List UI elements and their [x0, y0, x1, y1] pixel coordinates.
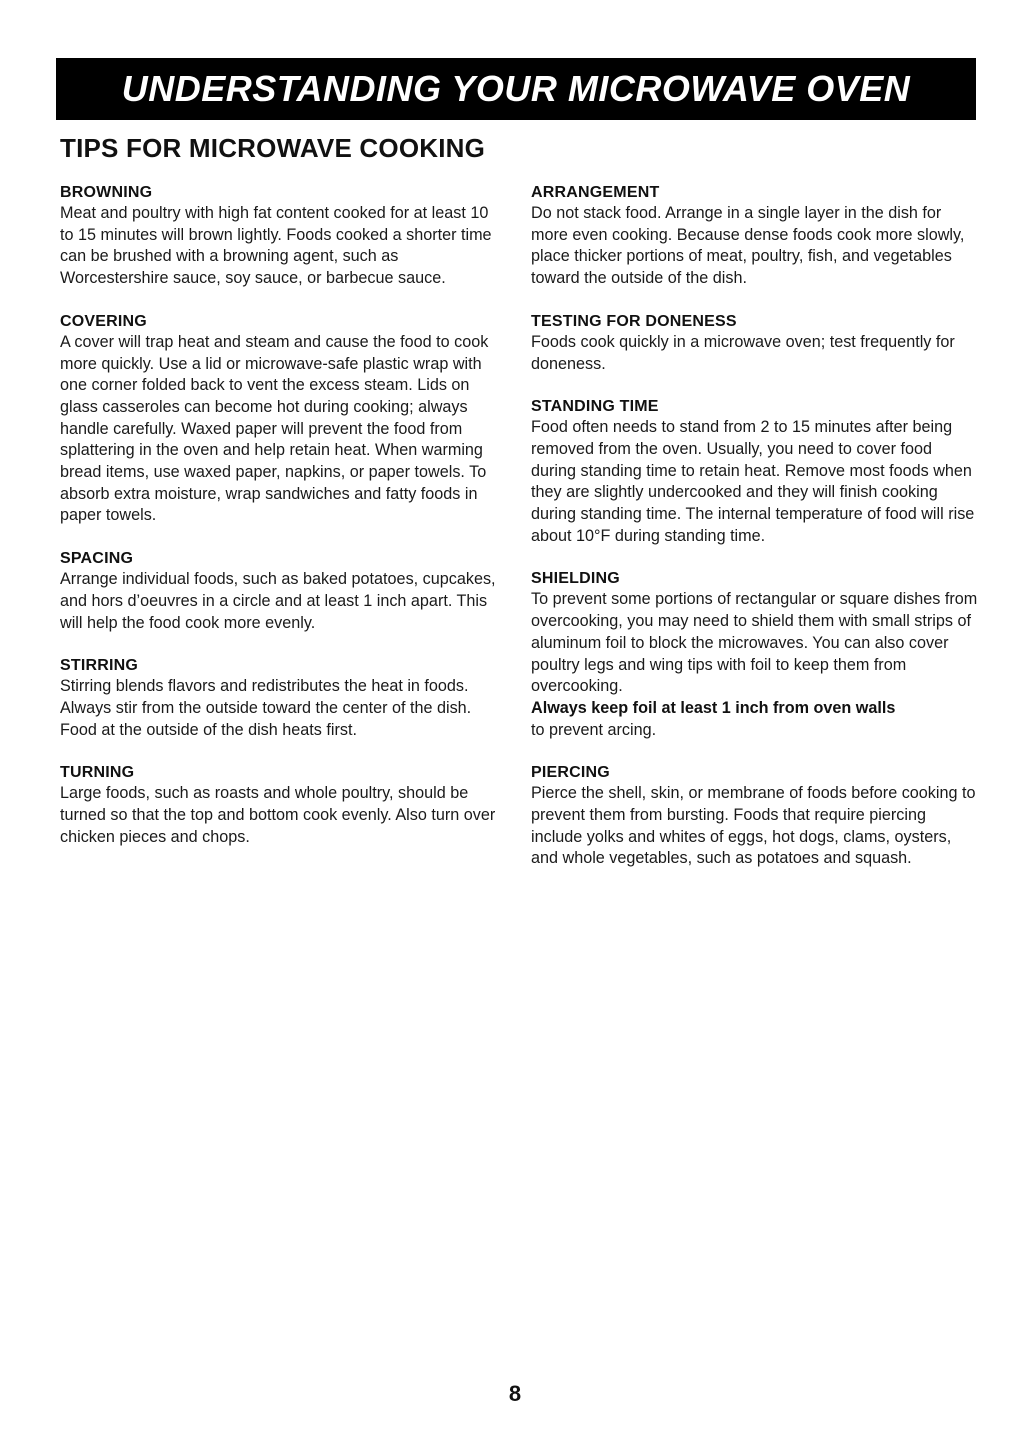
- tip-heading: BROWNING: [60, 184, 153, 201]
- tip-body-text: To prevent some portions of rectangular or square dishes from overcooking, you may need to shield them with small strips of aluminum foil to block the microwaves. You can also cover poultry legs and wing tips with foil to keep them from overcooking.: [531, 590, 978, 696]
- banner-title: UNDERSTANDING YOUR MICROWAVE OVEN: [121, 68, 911, 109]
- tip-body: Do not stack food. Arrange in a single layer in the dish for more even cooking. Because dense foods cook more slowly, place thicker portions of meat, poultry, fish, and vegetables toward the outside of the dish.: [531, 204, 965, 288]
- tip-shielding: [531, 569, 981, 741]
- tip-piercing: [531, 763, 981, 870]
- tip-heading: TURNING: [60, 764, 135, 782]
- tip-spacing: [60, 549, 505, 634]
- page-banner: [56, 58, 976, 120]
- tip-testing-for-doneness: [531, 312, 981, 375]
- tip-heading: TESTING FOR DONENESS: [531, 312, 737, 330]
- tip-body-text-after: to prevent arcing.: [531, 720, 657, 739]
- tip-heading: STANDING TIME: [531, 398, 659, 416]
- tip-heading: STIRRING: [60, 657, 139, 675]
- tip-heading: COVERING: [60, 312, 147, 330]
- tip-standing-time: [531, 397, 981, 547]
- tip-body: Large foods, such as roasts and whole poultry, should be turned so that the top and bottom cook evenly. Also turn over chicken pieces and chops.: [60, 784, 496, 846]
- tip-browning: [60, 183, 505, 290]
- tip-heading: ARRANGEMENT: [531, 184, 660, 201]
- tip-body: Pierce the shell, skin, or membrane of foods before cooking to prevent them from bursting. Foods that require piercing include yolks and whites of eggs, hot dogs, clams, oysters, and whole vegetables, such as potatoes and squash.: [531, 784, 976, 868]
- tip-body: Meat and poultry with high fat content cooked for at least 10 to 15 minutes will brown lightly. Foods cooked a shorter time can be brushed with a browning agent, such as Worcestershire sauce, soy sauce, or barbecue sauce.: [60, 204, 492, 288]
- tip-body: Foods cook quickly in a microwave oven; test frequently for doneness.: [531, 332, 955, 373]
- tip-body: [531, 589, 981, 741]
- tip-arrangement: [531, 183, 981, 290]
- tip-stirring: [60, 656, 505, 741]
- right-column: [531, 183, 981, 892]
- tip-body: Food often needs to stand from 2 to 15 minutes after being removed from the oven. Usually, you need to cover food during standing time to retain heat. Remove most foods when they are slightly undercooked and they will finish cooking during standing time. The internal temperature of food will rise about 10°F during standing time.: [531, 418, 975, 545]
- section-title: TIPS FOR MICROWAVE COOKING: [60, 133, 486, 163]
- left-column: [60, 183, 505, 870]
- tip-body: Stirring blends flavors and redistributes the heat in foods. Always stir from the outside toward the center of the dish. Food at the outside of the dish heats first.: [60, 677, 472, 739]
- tip-heading: SHIELDING: [531, 570, 620, 588]
- page-number: 8: [508, 1381, 522, 1406]
- tip-heading: PIERCING: [531, 764, 610, 782]
- tip-turning: [60, 763, 505, 848]
- tip-body: Arrange individual foods, such as baked potatoes, cupcakes, and hors d’oeuvres in a circle and at least 1 inch apart. This will help the food cook more evenly.: [60, 570, 496, 632]
- tip-heading: SPACING: [60, 550, 134, 568]
- tip-covering: [60, 312, 505, 527]
- tip-body: A cover will trap heat and steam and cause the food to cook more quickly. Use a lid or microwave-safe plastic wrap with one corner folded back to vent the excess steam. Lids on glass casseroles can become hot during cooking; always handle carefully. Waxed paper will prevent the food from splattering in the oven and help retain heat. When warming bread items, use waxed paper, napkins, or paper towels. To absorb extra moisture, wrap sandwiches and fatty foods in paper towels.: [60, 332, 489, 525]
- tip-warning: Always keep foil at least 1 inch from oven walls: [531, 698, 896, 717]
